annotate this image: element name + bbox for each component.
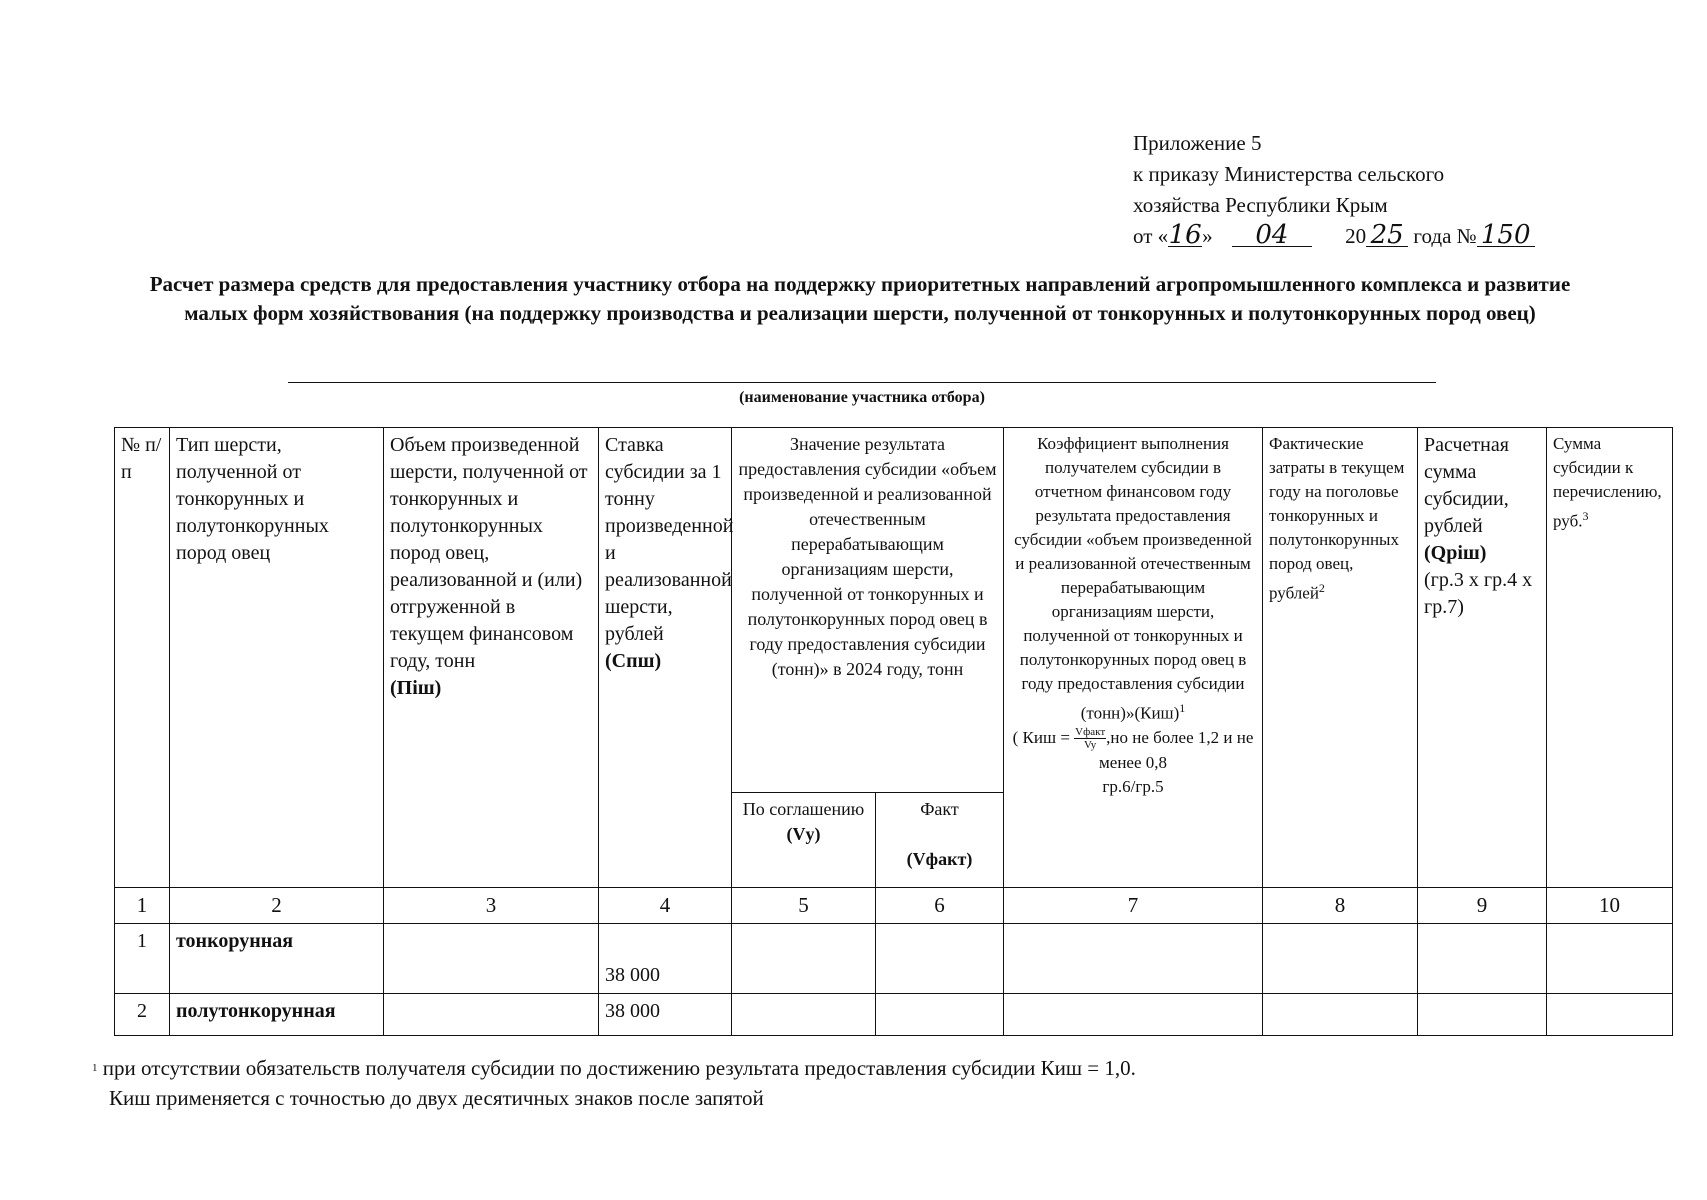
subsidy-calculation-table (114, 427, 1673, 1036)
header-transfer-text: Сумма субсидии к перечислению, руб. (1553, 434, 1662, 531)
header-rate-code: (Спш) (605, 650, 662, 672)
row-volume-cell[interactable] (384, 924, 599, 994)
column-number: 4 (599, 888, 732, 924)
column-number: 5 (732, 888, 876, 924)
row-transfer-sum-cell[interactable] (1547, 994, 1673, 1036)
table-row (115, 994, 1673, 1036)
appendix-ministry-line: хозяйства Республики Крым (1133, 193, 1388, 217)
formula-prefix: ( Киш = (1012, 727, 1070, 747)
column-number: 3 (384, 888, 599, 924)
header-costs-footnote: 2 (1318, 581, 1325, 595)
document-title: Расчет размера средств для предоставления участнику отбора на поддержку приоритетных направлений агропромышленного комплекса и развитие малых форм хозяйствования (на поддержку производства и реализации шерсти, полученной от тонкорунных и полутонкорунных пород овец) (149, 272, 1571, 325)
formula-denominator: Vy (1084, 739, 1097, 752)
header-coefficient-text: Коэффициент выполнения получателем субсидии в отчетном финансовом году результата предоставления субсидии «объем произведенной и реализованной отечественным перерабатывающим организациям шерсти, полученной от тонкорунных и полутонкорунных пород овец в году предоставления субсидии (тонн)»(Киш) (1014, 434, 1252, 723)
date-day: 16 (1168, 220, 1202, 250)
row-agreement-cell[interactable] (732, 924, 876, 994)
header-col-transfer-sum (1547, 428, 1673, 888)
participant-name-caption: (наименование участника отбора) (739, 389, 985, 406)
header-calc-sum-text: Расчетная сумма субсидии, рублей (1424, 434, 1509, 537)
header-calc-sum-code: (Qріш) (1424, 542, 1487, 564)
row-coefficient-cell[interactable] (1004, 994, 1263, 1036)
header-coefficient-footnote: 1 (1179, 701, 1186, 715)
header-fact-text: Факт (920, 799, 959, 819)
date-order-label: года № (1413, 224, 1477, 248)
footnotes (92, 1053, 1136, 1113)
participant-name-line (288, 382, 1436, 383)
header-col-calculated-sum (1418, 428, 1547, 888)
header-agreement-code: (Vу) (786, 824, 821, 844)
formula-fraction (1074, 726, 1106, 751)
date-year-suffix: 25 (1366, 224, 1408, 247)
order-number: 150 (1477, 224, 1535, 247)
row-agreement-cell[interactable] (732, 994, 876, 1036)
row-number: 2 (115, 994, 170, 1036)
formula-numerator: Vфакт (1075, 726, 1106, 739)
header-calc-sum-formula: (гр.3 х гр.4 х гр.7) (1424, 569, 1533, 618)
appendix-order-line: к приказу Министерства сельского (1133, 162, 1445, 186)
header-transfer-footnote: 3 (1582, 509, 1589, 523)
row-costs-cell[interactable] (1263, 924, 1418, 994)
column-number: 9 (1418, 888, 1547, 924)
row-fact-cell[interactable] (876, 994, 1004, 1036)
formula-columns-ref: гр.6/гр.5 (1102, 777, 1164, 797)
row-rate: 38 000 (599, 924, 732, 994)
date-month: 04 (1232, 224, 1312, 247)
header-col-volume (384, 428, 599, 888)
date-prefix: от « (1133, 224, 1169, 248)
footnote-1-mark: 1 (92, 1062, 98, 1074)
column-number: 6 (876, 888, 1004, 924)
formula-suffix: ,но не более 1,2 и не менее 0,8 (1099, 727, 1254, 773)
row-volume-cell[interactable] (384, 994, 599, 1036)
column-number: 1 (115, 888, 170, 924)
header-col-rate (599, 428, 732, 888)
coefficient-formula (1013, 728, 1254, 773)
header-row-1 (115, 428, 1673, 793)
appendix-title: Приложение 5 (1133, 131, 1262, 155)
header-rate-text: Ставка субсидии за 1 тонну произведенной и реализованной шерсти, рублей (605, 434, 734, 645)
header-fact-code: (Vфакт) (906, 849, 973, 869)
appendix-date-line (1133, 221, 1535, 252)
column-number: 10 (1547, 888, 1673, 924)
header-col-result-value: Значение результата предоставления субсидии «объем произведенной и реализованной отечественным перерабатывающим организациям шерсти, полученной от тонкорунных и полутонкорунных пород овец в году предоставления субсидии (тонн)» в 2024 году, тонн (732, 428, 1004, 793)
footnote-1 (92, 1053, 1136, 1083)
header-costs-text: Фактические затраты в текущем году на поголовье тонкорунных и полутонкорунных пород овец, рублей (1269, 434, 1405, 603)
appendix-reference (1133, 128, 1535, 252)
header-col-actual-costs (1263, 428, 1418, 888)
header-volume-text: Объем произведенной шерсти, полученной от тонкорунных и полутонкорунных пород овец, реализованной и (или) отгруженной в текущем финансовом году, тонн (390, 434, 588, 672)
header-col-number: № п/п (115, 428, 170, 888)
row-fact-cell[interactable] (876, 924, 1004, 994)
header-col-agreement (732, 793, 876, 888)
row-transfer-sum-cell[interactable] (1547, 924, 1673, 994)
column-number: 2 (170, 888, 384, 924)
row-costs-cell[interactable] (1263, 994, 1418, 1036)
header-volume-code: (Піш) (390, 677, 442, 699)
column-number: 8 (1263, 888, 1418, 924)
footnote-1-continuation: Киш применяется с точностью до двух десятичных знаков после запятой (109, 1086, 764, 1110)
row-wool-type: полутонкорунная (170, 994, 384, 1036)
date-year-prefix: 20 (1345, 224, 1367, 248)
column-number-row (115, 888, 1673, 924)
row-calc-sum-cell[interactable] (1418, 924, 1547, 994)
header-col-fact (876, 793, 1004, 888)
row-calc-sum-cell[interactable] (1418, 994, 1547, 1036)
row-wool-type: тонкорунная (170, 924, 384, 994)
footnote-1-text: при отсутствии обязательств получателя субсидии по достижению результата предоставления субсидии Киш = 1,0. (102, 1056, 1136, 1080)
column-number: 7 (1004, 888, 1263, 924)
date-mid: » (1202, 224, 1213, 248)
row-coefficient-cell[interactable] (1004, 924, 1263, 994)
row-number: 1 (115, 924, 170, 994)
row-rate: 38 000 (599, 994, 732, 1036)
header-col-coefficient (1004, 428, 1263, 888)
header-agreement-text: По соглашению (742, 799, 865, 819)
header-col-wool-type: Тип шерсти, полученной от тонкорунных и полутонкорунных пород овец (170, 428, 384, 888)
table-row (115, 924, 1673, 994)
